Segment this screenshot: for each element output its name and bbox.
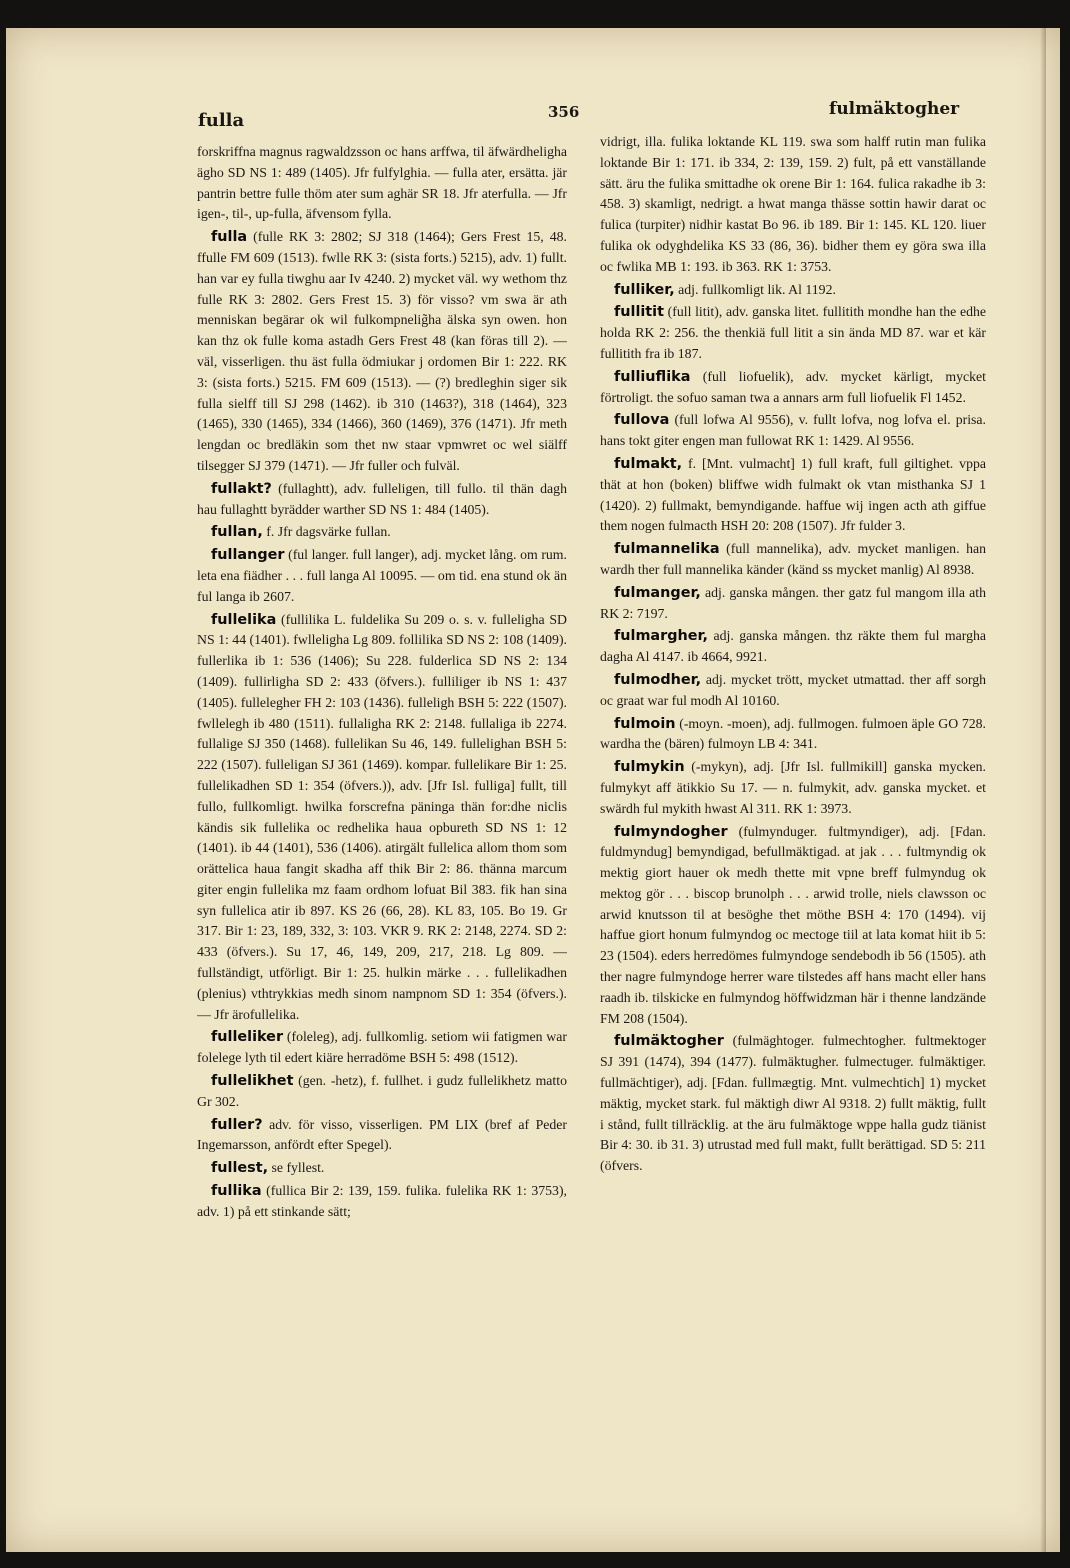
entry-headword: fullakt?	[211, 480, 272, 497]
entry-text: (fullaghtt), adv. fulleligen, till fullo. til thän dagh hau fullaghtt byrädder warther SD NS 1: 484 (1405).	[197, 480, 567, 517]
dictionary-entry	[600, 626, 986, 668]
dictionary-entry	[197, 227, 567, 477]
entry-headword: fulmanger,	[614, 584, 701, 601]
entry-text: (gen. -hetz), f. fullhet. i gudz fullelikhetz matto Gr 302.	[197, 1073, 567, 1109]
entry-text: (ful langer. full langer), adj. mycket lång. om rum. leta ena fiädher . . . full langa Al 10095. — om tid. ena stund ok än ful langa ib 2607.	[197, 547, 567, 604]
dictionary-entry	[197, 545, 567, 607]
entry-text: f. Jfr dagsvärke fullan.	[266, 524, 391, 540]
dictionary-entry	[600, 280, 986, 301]
entry-headword: fullanger	[211, 547, 285, 564]
running-head-right: fulmäktogher	[829, 99, 960, 119]
left-column	[197, 142, 567, 1372]
entry-headword: fullelika	[211, 611, 277, 628]
entry-text: adj. fullkomligt lik. Al 1192.	[678, 281, 836, 297]
dictionary-entry	[600, 757, 986, 819]
entry-text: (full liofuelik), adv. mycket kärligt, mycket förtroligt. the sofuo saman twa a annars arm full liofuelik Fl 1452.	[600, 368, 986, 405]
entry-headword: fullest,	[211, 1160, 269, 1177]
entry-headword: fulliuflika	[614, 368, 691, 385]
page-number: 356	[548, 103, 580, 121]
dictionary-entry	[600, 714, 986, 756]
entry-text: adj. ganska mången. ther gatz ful mangom illa ath RK 2: 7197.	[600, 584, 986, 621]
dictionary-entry	[600, 302, 986, 364]
entry-headword: fulmykin	[614, 759, 685, 776]
entry-text: (foleleg), adj. fullkomlig. setiom wii fatigmen war folelege lyth til edert kiäre herradöme BSH 5: 498 (1512).	[197, 1029, 567, 1066]
dictionary-entry	[197, 610, 567, 1026]
dictionary-entry	[600, 1031, 986, 1177]
dictionary-entry	[600, 454, 986, 537]
dictionary-entry	[197, 479, 567, 521]
entry-headword: fuller?	[211, 1116, 263, 1133]
dictionary-entry	[600, 822, 986, 1030]
dictionary-entry	[197, 1115, 567, 1157]
entry-headword: fulmoin	[614, 715, 676, 732]
dictionary-entry	[600, 583, 986, 625]
entry-headword: fullan,	[211, 524, 263, 541]
entry-headword: fulmäktogher	[614, 1033, 724, 1050]
entry-text: adj. ganska mången. thz räkte them ful margha dagha Al 4147. ib 4664, 9921.	[600, 628, 986, 665]
dictionary-entry	[197, 522, 567, 543]
entry-text: adv. för visso, visserligen. PM LIX (bref af Peder Ingemarsson, anfördt efter Spegel).	[197, 1116, 567, 1153]
entry-text: (-moyn. -moen), adj. fullmogen. fulmoen äple GO 728. wardha the (bären) fulmoyn LB 4: 341.	[600, 715, 986, 752]
right-column	[600, 132, 986, 1362]
dictionary-entry	[197, 1071, 567, 1113]
entry-headword: fullelikhet	[211, 1073, 294, 1090]
entry-text: (fullilika L. fuldelika Su 209 o. s. v. fulleligha SD NS 1: 44 (1401). fwlleligha Lg 809. follilika SD NS 2: 108 (1409). fullerlika ib 1: 536 (1406); Su 228. fulderlica SD NS 2: 134 (1409). fullirligha SD 2: 433 (öfvers.). fulliliger ib NS 1: 437 (1405). fullelegher FH 2: 103 (1436). fulleligh BSH 5: 222 (1507). fwllelegh ib 480 (1511). fullaligha RK 2: 2148. fullaliga ib 2274. fullalige SJ 350 (1468). fullelikan Su 46, 149. fullelighan BSH 5: 222 (1507). fulleligan SJ 361 (1469). kompar. fullelikare Bir 1: 25. fullelikadhen SD 1: 354 (öfvers.)), adv. [Jfr Isl. fulliga] fullt, till fullo, fullkomligt. hwilka forscrefna päninga thän for:dhe niclis kändis sik fullelika oc redhelika haua opbureth SD NS 1: 12 (1401). ib 44 (1401), 536 (1406). atirgält fullelica allom thom som orättelica haua fangit skadha aff thik Bir 2: 86. thänna marcum giter engin fullelika mz faam ordhom lofuat Bil 383. fik han sina syn fullelica atir ib 897. KS 26 (66, 28). KL 83, 105. Bo 19. Gr 317. Bir 1: 23, 189, 332, 3: 103. VKR 9. RK 2: 2148, 2274. SD 2: 433 (öfvers.). Su 17, 46, 149, 209, 217, 218. Lg 809. — fullständigt, utförligt. Bir 1: 25. hulkin märke . . . fullelikadhen (plenius) vthtrykkias medh sinom nampnom SD 1: 354 (öfvers.). — Jfr ärofullelika.	[197, 611, 567, 1022]
entry-text: (-mykyn), adj. [Jfr Isl. fullmikill] ganska mycken. fulmykyt aff ätikkio Su 17. — n. fulmykit, adv. ganska mycket. et swärdh ful mykith hwast Al 311. RK 1: 3973.	[600, 759, 986, 816]
dictionary-entry	[197, 1158, 567, 1179]
entry-text: (full litit), adv. ganska litet. fullitith mondhe han the edhe holda RK 2: 256. the thenkiä full litit a sin ända MD 87. war et kär fullitith fra ib 187.	[600, 304, 986, 361]
dictionary-entry	[197, 1181, 567, 1223]
entry-headword: fullova	[614, 412, 670, 429]
entry-headword: fullitit	[614, 304, 664, 321]
entry-headword: fulmargher,	[614, 628, 708, 645]
entry-headword: fullika	[211, 1183, 262, 1200]
dictionary-entry	[600, 539, 986, 581]
entry-headword: fulmakt,	[614, 455, 683, 472]
dictionary-entry	[600, 410, 986, 452]
dictionary-entry	[600, 367, 986, 409]
dictionary-entry	[600, 670, 986, 712]
entry-headword: fulla	[211, 229, 248, 246]
entry-text: (full mannelika), adv. mycket manligen. han wardh ther full mannelika känder (känd ss mycket manlig) Al 8938.	[600, 541, 986, 577]
running-head-left: fulla	[198, 110, 245, 131]
entry-headword: fulmyndogher	[614, 823, 728, 840]
entry-text: se fyllest.	[271, 1160, 325, 1176]
entry-text: vidrigt, illa. fulika loktande KL 119. swa som halff rutin man fulika loktande Bir 1: 171. ib 334, 2: 139, 159. 2) fult, på ett vanställande sätt. äru the fulika smittadhe ok orene Bir 1: 164. fulica rakadhe ib 3: 458. 3) skamligt, nedrigt. a hwat manga thässe sottin hawir darat oc fulica (turpiter) nidhir kastat Bo 96. ib 189. Bir 1: 145. KL 120. liuer fulika ok odyghdelika KS 33 (86, 36). bidher them ey göra swa illa oc fwlika MB 1: 193. ib 363. RK 1: 3753.	[600, 134, 986, 274]
page-edge-shadow	[1040, 28, 1046, 1552]
entry-headword: fulmodher,	[614, 671, 702, 688]
entry-text: forskriffna magnus ragwaldzsson oc hans arffwa, til äfwärdheligha ägho SD NS 1: 489 (1405). Jfr fulfylghia. — fulla ater, ersätta. jär pantrin bettre fulle thöm ater sum aghär SR 18. Jfr aterfulla. — Jfr igen-, til-, up-fulla, äfvensom fylla.	[197, 144, 567, 222]
entry-text: f. [Mnt. vulmacht] 1) full kraft, full giltighet. vppa thät at hon (boken) bliffwe widh fulmakt ok vtan misthanka SJ 1 (1420). 2) fullmakt, bemyndigande. haffue wij ingen acth ath giffue them nogen fulmacth HSH 20: 208 (1507). Jfr fulder 3.	[600, 455, 986, 534]
book-page	[6, 28, 1060, 1552]
entry-text: (full lofwa Al 9556), v. fullt lofva, nog lofva el. prisa. hans tokt giter engen man fullowat RK 1: 1429. Al 9556.	[600, 412, 986, 449]
entry-headword: fulmannelika	[614, 541, 720, 558]
entry-text: (fulle RK 3: 2802; SJ 318 (1464); Gers Frest 15, 48. ffulle FM 609 (1513). fwlle RK 3: (sista forts.) 5215), adv. 1) fullt. han var ey fulla tiwghu aar Iv 4240. 2) mycket väl. wy wethom thz fulle RK 3: 2802. Gers Frest 15. 3) för visso? vm swa är ath menniskan begärar ok wil fulkompnelig̃ha älska syn owen. hon kan thz ok fulle koma astadh Gers Frest 48 (kan föras till 2). — väl, visserligen. thu äst fulla ödmiukar j ordomen Bir 1: 222. RK 3: (sista forts.) 5215. FM 609 (1513). — (?) bredleghin siger sik fulla sielff till SJ 298 (1462). ib 310 (1463?), 318 (1464), 323 (1465), 330 (1465), 334 (1466), 360 (1469), 376 (1471). Jfr meth lengdan oc bredläkin som thet nw staar vpmwret oc wel siälff tilsegger SJ 379 (1471). — Jfr fuller och fulväl.	[197, 229, 567, 473]
entry-text: (fulmynduger. fultmyndiger), adj. [Fdan. fuldmyndug] bemyndigad, befullmäktigad. at jak . . . fultmyndig ok mektig giort hauer ok medh thette mit vpne breff fulmyndug ok mektog gör . . . biscop brunolph . . . arwid trolle, niels clawsson oc arwid knutsson til at besöghe thet möthe BSH 4: 170 (1494). vij haffue giort honum fulmyndog oc mectoge tiil at lata komat hiit ib 5: 23 (1504). eders herredömes fulmyndoge sendebodh ib 56 (1505). ath ther nagre fulmyndoge herrer ware tilstedes aff hans macht eller hans raadh ib. tilskicke en fulmyndog höffwidzman här i thenne landzände FM 208 (1504).	[600, 823, 986, 1026]
dictionary-entry	[197, 142, 567, 225]
entry-headword: fulliker,	[614, 281, 675, 298]
entry-text: (fullica Bir 2: 139, 159. fulika. fulelika RK 1: 3753), adv. 1) på ett stinkande sätt;	[197, 1183, 567, 1219]
dictionary-entry	[600, 132, 986, 278]
entry-text: (fulmäghtoger. fulmechtogher. fultmektoger SJ 391 (1474), 394 (1477). fulmäktugher. fulmectuger. fulmäktiger. fullmächtiger), adj. [Fdan. fullmægtig. Mnt. vulmechtich] 1) mycket mäktig, mycket stark. ful mäktigh diwr Al 9318. 2) fullt mäktig, fullt i stånd, fullt tillräcklig. at the äru fulmäktoge wppe halla gudz tiänist Bir 4: 30. ib 31. 3) utrustad med full makt, fullt berättigad. SD 5: 211 (öfvers.	[600, 1033, 986, 1174]
entry-headword: fulleliker	[211, 1029, 284, 1046]
entry-text: adj. mycket trött, mycket utmattad. ther aff sorgh oc graat war ful modh Al 10160.	[600, 671, 986, 708]
dictionary-entry	[197, 1027, 567, 1069]
